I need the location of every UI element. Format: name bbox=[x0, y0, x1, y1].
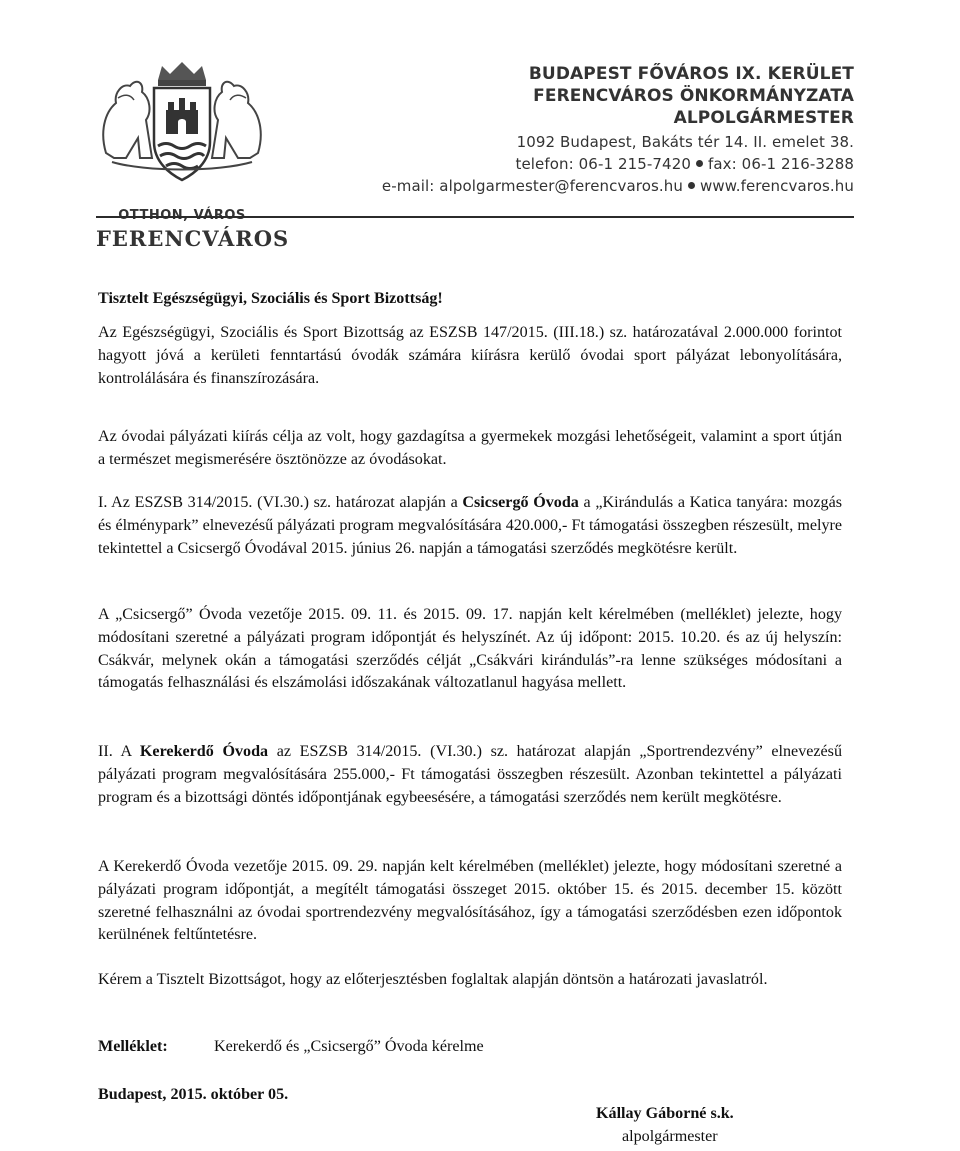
logo-name: FERENCVÁROS bbox=[96, 226, 290, 251]
paragraph-3-intro: I. Az ESZSB 314/2015. (VI.30.) sz. határozat alapján a bbox=[98, 494, 463, 511]
org-phone-fax bbox=[515, 155, 854, 173]
attachment-label: Melléklet: bbox=[98, 1038, 168, 1055]
kindergarten-name-csicsergo: Csicsergő Óvoda bbox=[462, 494, 579, 511]
paragraph-3-body: a „Kirándulás a Katica tanyára: mozgás és élménypark” elnevezésű pályázati program megvalósítására 420.000,- Ft támogatási összegben részesült, melyre tekintettel a Csicsergő Óvodával 2015. június 26. napján a támogatási szerződés megkötésre került. bbox=[98, 494, 842, 557]
attachment-value: Kerekerdő és „Csicsergő” Óvoda kérelme bbox=[214, 1038, 484, 1055]
org-website: www.ferencvaros.hu bbox=[699, 177, 854, 195]
paragraph-2: Az óvodai pályázati kiírás célja az volt, hogy gazdagítsa a gyermekek mozgási lehetőségeit, valamint a sport útján a természet megismerésére ösztönözze az óvodásokat. bbox=[98, 428, 842, 468]
org-fax: fax: 06-1 216-3288 bbox=[708, 155, 854, 173]
org-phone: telefon: 06-1 215-7420 bbox=[515, 155, 691, 173]
paragraph-7: Kérem a Tisztelt Bizottságot, hogy az előterjesztésben foglaltak alapján döntsön a határozati javaslatról. bbox=[98, 971, 768, 988]
paragraph-5 bbox=[98, 741, 842, 809]
bullet-dot-icon bbox=[688, 182, 695, 189]
kindergarten-name-kerekerdo: Kerekerdő Óvoda bbox=[139, 743, 269, 760]
org-name-line2: FERENCVÁROS ÖNKORMÁNYZATA bbox=[533, 86, 854, 106]
org-address: 1092 Budapest, Bakáts tér 14. II. emelet 38. bbox=[516, 133, 854, 151]
org-name-line1: BUDAPEST FŐVÁROS IX. KERÜLET bbox=[528, 64, 854, 84]
paragraph-1: Az Egészségügyi, Szociális és Sport Bizottság az ESZSB 147/2015. (III.18.) sz. határozatával 2.000.000 forintot hagyott jóvá a kerületi fenntartású óvodák számára kiírásra kerülő óvodai sport pályázat lebonyolítására, kontrolálására és finanszírozására. bbox=[98, 324, 842, 387]
date-line: Budapest, 2015. október 05. bbox=[98, 1086, 289, 1103]
coat-of-arms-icon bbox=[96, 58, 268, 198]
org-email: e-mail: alpolgarmester@ferencvaros.hu bbox=[381, 177, 683, 195]
paragraph-3 bbox=[98, 492, 842, 560]
salutation: Tisztelt Egészségügyi, Szociális és Sport Bizottság! bbox=[98, 290, 443, 307]
paragraph-6: A Kerekerdő Óvoda vezetője 2015. 09. 29. napján kelt kérelmében (melléklet) jelezte, hogy módosítani szeretné a pályázati program időpontját, a megítélt támogatási összeget 2015. október 15. és 2015. december 15. között szeretné felhasználni az óvodai sportrendezvény megvalósításához, így a támogatási szerződésben ezen időpontok kerülnének feltűntetésre. bbox=[98, 858, 842, 944]
signature-name: Kállay Gáborné s.k. bbox=[596, 1105, 734, 1122]
bullet-dot-icon bbox=[696, 160, 703, 167]
paragraph-5-intro: II. A bbox=[98, 743, 140, 760]
org-email-web bbox=[382, 177, 854, 195]
paragraph-5-body: az ESZSB 314/2015. (VI.30.) sz. határozat alapján „Sportrendezvény” elnevezésű pályázati program megvalósítására 255.000,- Ft támogatási összegben részesült. Azonban tekintettel a pályázati program és a bizottsági döntés időpontjának egybeesésére, a támogatási szerződés nem került megkötésre. bbox=[98, 743, 842, 806]
paragraph-4: A „Csicsergő” Óvoda vezetője 2015. 09. 11. és 2015. 09. 17. napján kelt kérelmében (melléklet) jelezte, hogy módosítani szeretné a pályázati program időpontját és helyszínét. Az új időpont: 2015. 10.20. és az új helyszín: Csákvár, melynek okán a támogatási szerződés célját „Csákvári kirándulás”-ra lenne szükséges módosítani a támogatás felhasználási és elszámolási időszakának változatlanul hagyása mellett. bbox=[98, 606, 842, 692]
org-office: ALPOLGÁRMESTER bbox=[673, 108, 854, 128]
signature-title: alpolgármester bbox=[622, 1128, 718, 1145]
letterhead-divider bbox=[96, 216, 854, 218]
coat-of-arms-logo bbox=[96, 58, 290, 251]
